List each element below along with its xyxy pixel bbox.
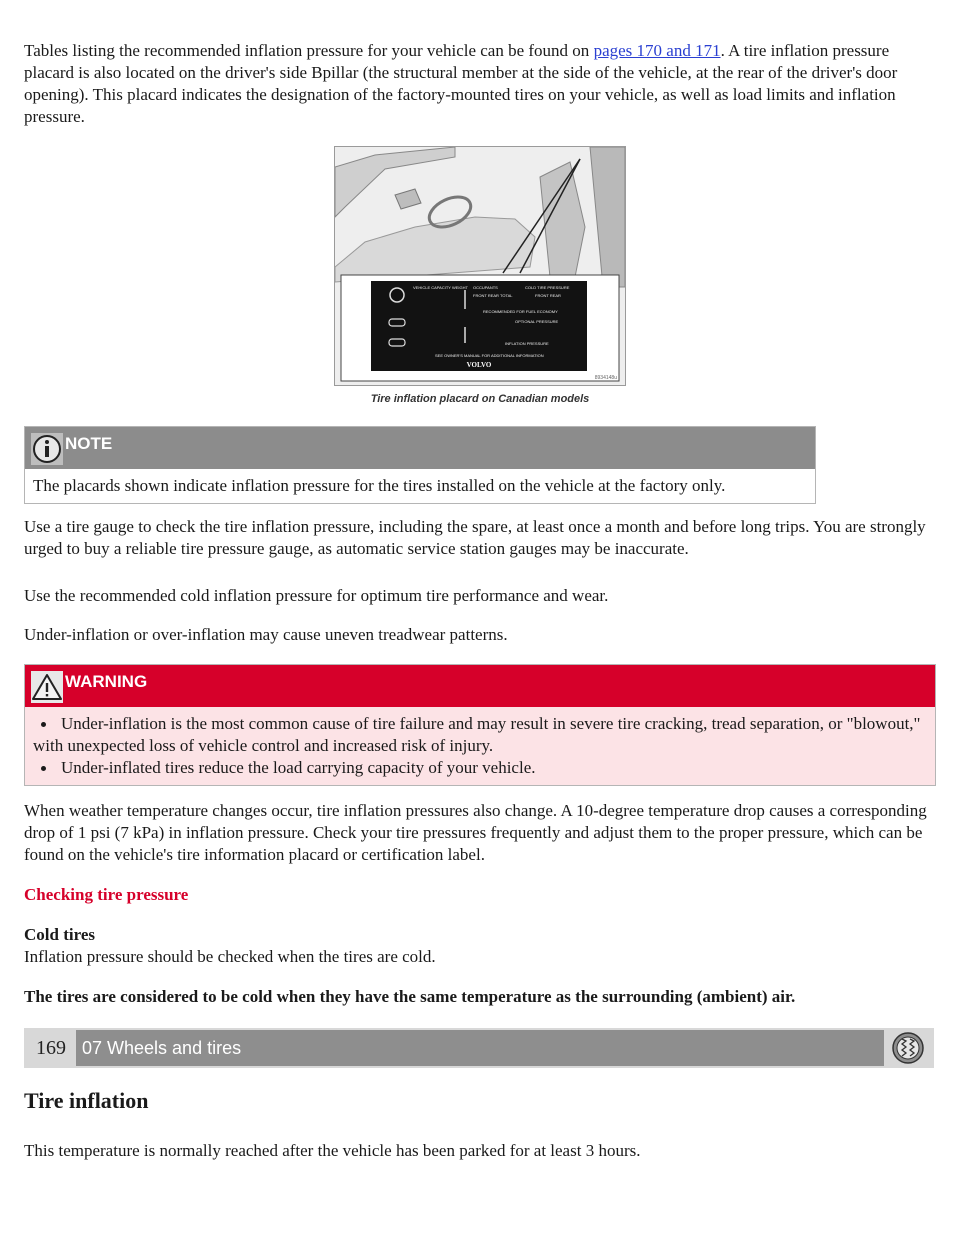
figure-caption: Tire inflation placard on Canadian models	[370, 393, 590, 405]
placard-figure	[334, 146, 626, 408]
chapter-bar	[24, 1028, 934, 1068]
intro-text-end: . A tire inflation pressure placard is also located on the driver's side Bpillar (the structural member at the side of the vehicle, at the rear of the driver's door opening). This placard indicates the designation of the factory-mounted tires on your vehicle, as well as load limits and inflation pressure.	[24, 41, 898, 126]
intro-text-start: Tables listing the recommended inflation pressure for your vehicle can be found on	[24, 41, 594, 60]
note-text: The placards shown indicate inflation pressure for the tires installed on the vehicle at the factory only.	[33, 476, 726, 495]
placard-illustration	[334, 146, 626, 386]
warning-list	[25, 707, 935, 785]
paragraph-parked-time: This temperature is normally reached after the vehicle has been parked for at least 3 hours.	[24, 1141, 641, 1160]
note-box	[24, 426, 816, 504]
warning-triangle-icon	[31, 671, 63, 703]
intro-paragraph	[24, 40, 936, 128]
placard-row5: INFLATION PRESSURE	[505, 341, 549, 346]
warning-box	[24, 664, 936, 786]
note-header	[25, 427, 815, 469]
paragraph-cold-pressure: Use the recommended cold inflation pressure for optimum tire performance and wear.	[24, 586, 609, 605]
info-icon	[31, 433, 63, 465]
placard-row1-b: OCCUPANTS	[473, 285, 498, 290]
placard-row2-b: FRONT REAR	[535, 293, 561, 298]
car-b-pillar-illustration	[335, 147, 625, 385]
paragraph-cold-definition: The tires are considered to be cold when they have the same temperature as the surrounding (ambient) air.	[24, 987, 796, 1006]
section-title-checking: Checking tire pressure	[24, 885, 189, 904]
tire-icon	[888, 1031, 928, 1065]
heading-tire-inflation: Tire inflation	[24, 1088, 149, 1113]
placard-row1-a: VEHICLE CAPACITY WEIGHT	[413, 285, 468, 290]
paragraph-treadwear: Under-inflation or over-inflation may cause uneven treadwear patterns.	[24, 625, 508, 644]
placard-row2-a: FRONT REAR TOTAL	[473, 293, 513, 298]
image-code: 8934148u	[594, 375, 617, 381]
warning-item: Under-inflation is the most common cause of tire failure and may result in severe tire cracking, tread separation, or "blowout," with unexpected loss of vehicle control and increased risk of injury.	[33, 713, 927, 757]
page-number: 169	[28, 1028, 74, 1068]
warning-item: Under-inflated tires reduce the load carrying capacity of your vehicle.	[33, 757, 927, 779]
chapter-title: 07 Wheels and tires	[76, 1030, 884, 1066]
placard-row6: SEE OWNER'S MANUAL FOR ADDITIONAL INFORMATION	[435, 353, 544, 358]
note-title: NOTE	[65, 434, 113, 453]
paragraph-check-cold: Inflation pressure should be checked when the tires are cold.	[24, 947, 436, 966]
placard-row4: OPTIONAL PRESSURE	[515, 319, 559, 324]
subhead-cold-tires: Cold tires	[24, 925, 95, 944]
pages-link[interactable]: pages 170 and 171	[593, 41, 721, 60]
warning-title: WARNING	[65, 672, 148, 691]
warning-header	[25, 665, 935, 707]
placard-brand: VOLVO	[466, 361, 492, 369]
placard-row3: RECOMMENDED FOR FUEL ECONOMY	[483, 309, 558, 314]
placard-row1-c: COLD TIRE PRESSURE	[525, 285, 570, 290]
paragraph-gauge: Use a tire gauge to check the tire inflation pressure, including the spare, at least once a month and before long trips. You are strongly urged to buy a reliable tire pressure gauge, as automatic service station gauges may be inaccurate.	[24, 517, 926, 558]
paragraph-temperature: When weather temperature changes occur, tire inflation pressures also change. A 10-degree temperature drop causes a corresponding drop of 1 psi (7 kPa) in inflation pressure. Check your tire pressures frequently and adjust them to the proper pressure, which can be found on the vehicle's tire information placard or certification label.	[24, 801, 927, 864]
